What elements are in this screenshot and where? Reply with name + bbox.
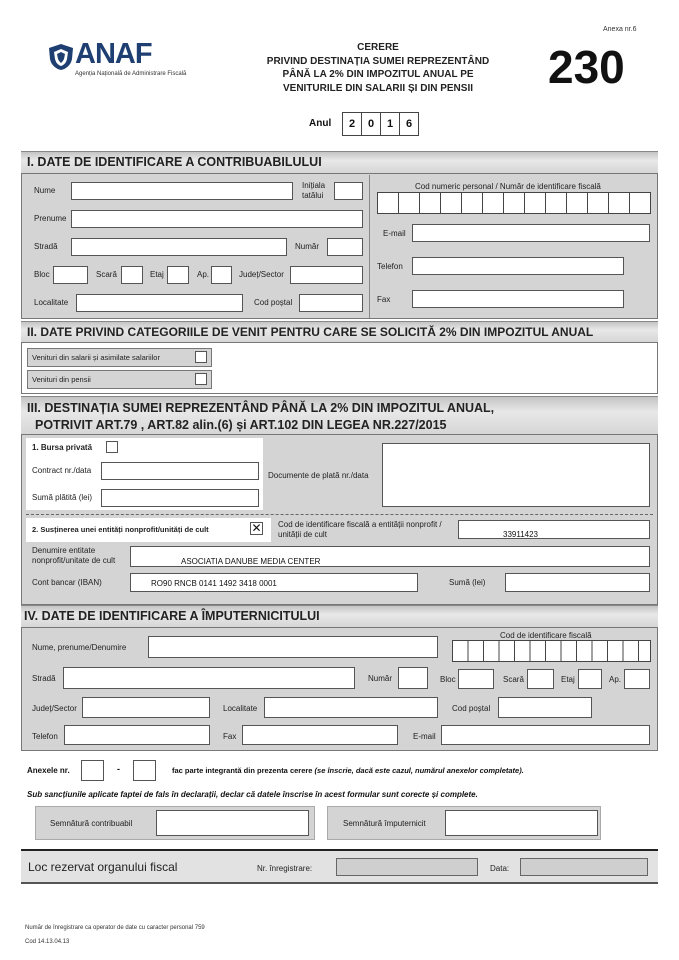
section3-separator [26,514,653,515]
ap-input[interactable] [211,266,232,284]
cnp-label: Cod numeric personal / Număr de identificare fiscală [415,182,601,191]
year-digit[interactable]: 1 [380,112,400,136]
strada-input[interactable] [71,238,287,256]
denumire-value: ASOCIATIA DANUBE MEDIA CENTER [181,557,321,566]
declaratie-text: Sub sancțiunile aplicate faptei de fals în declarații, declar că datele înscrise în acest formular sunt corecte și complete. [27,790,478,799]
etaj-label: Etaj [150,270,164,279]
contract-input[interactable] [101,462,259,480]
venit-salarii-checkbox[interactable] [195,351,207,363]
scara-label: Scară [96,270,117,279]
anexe-note-italic: (se înscrie, dacă este cazul, numărul anexelor completate). [312,766,524,775]
cif-label-line1: Cod de identificare fiscală a entității nonprofit / [278,520,442,529]
imp-ap-input[interactable] [624,669,650,689]
imp-fax-label: Fax [223,732,237,741]
anaf-logo [48,40,198,84]
judet-input[interactable] [290,266,363,284]
section3-title [21,396,658,434]
imp-nume-label: Nume, prenume/Denumire [32,643,127,652]
form-number: 230 [548,41,625,93]
imp-judet-label: Județ/Sector [32,704,77,713]
judet-label: Județ/Sector [239,270,284,279]
bloc-label: Bloc [34,270,50,279]
imp-email-input[interactable] [441,725,650,745]
imp-cod-postal-input[interactable] [498,697,592,718]
section1-title: I. DATE DE IDENTIFICARE A CONTRIBUABILULUI [21,151,658,173]
imp-judet-input[interactable] [82,697,210,718]
section1-divider [369,175,370,318]
initiala-line2: tatălui [302,191,324,200]
sustinere-checkbox[interactable]: ✕ [251,521,262,535]
imp-cod-postal-label: Cod poștal [452,704,491,713]
annex-number: Anexa nr.6 [603,26,637,33]
numar-label: Număr [295,242,320,251]
bloc-input[interactable] [53,266,88,284]
initiala-label [302,181,325,201]
imp-cod-label: Cod de identificare fiscală [500,631,592,640]
bursa-checkbox[interactable] [106,441,118,453]
logo-subtitle: Agenția Națională de Administrare Fiscală [75,71,187,77]
iban-input[interactable] [130,573,418,592]
documente-input[interactable] [382,443,650,507]
year-digit[interactable]: 2 [342,112,362,136]
semnatura-imputernicit-input[interactable] [445,810,598,836]
form-title [248,41,508,95]
year-digit[interactable]: 0 [361,112,381,136]
imp-scara-label: Scară [503,675,524,684]
sustinere-label: 2. Susținerea unei entități nonprofit/unități de cult [32,525,209,534]
imp-cod-input[interactable] [452,640,651,662]
anexe-note-bold: fac parte integrantă din prezenta cerere [172,766,313,775]
imp-scara-input[interactable] [527,669,554,689]
numar-input[interactable] [327,238,363,256]
documente-label: Documente de plată nr./data [268,471,369,480]
imp-bloc-input[interactable] [458,669,494,689]
section4-title: IV. DATE DE IDENTIFICARE A ÎMPUTERNICITULUI [21,605,658,627]
year-digit[interactable]: 6 [399,112,419,136]
venit-pensii-checkbox[interactable] [195,373,207,385]
title-line: PRIVIND DESTINAȚIA SUMEI REPREZENTÂND [266,55,490,67]
anexa-end-input[interactable] [133,760,156,781]
imp-localitate-input[interactable] [264,697,438,718]
cod-postal-input[interactable] [299,294,363,312]
localitate-label: Localitate [34,298,69,307]
section3-title-line1: III. DESTINAȚIA SUMEI REPREZENTÂND PÂNĂ LA 2% DIN IMPOZITUL ANUAL, [27,401,495,415]
imp-strada-input[interactable] [63,667,355,689]
iban-label: Cont bancar (IBAN) [32,578,102,587]
imp-numar-label: Număr [368,674,393,683]
cif-label-line2: unității de cult [278,530,327,539]
imp-etaj-input[interactable] [578,669,602,689]
nume-input[interactable] [71,182,293,200]
bursa-label: 1. Bursa privată [32,443,93,452]
semnatura-contribuabil-label: Semnătură contribuabil [50,819,133,828]
venit-pensii-label: Venituri din pensii [32,375,91,384]
logo-text: ANAF [75,38,152,70]
strada-label: Stradă [34,242,58,251]
semnatura-imputernicit-label: Semnătură împuternicit [343,819,426,828]
fax-label: Fax [377,295,391,304]
imp-telefon-input[interactable] [64,725,210,745]
prenume-input[interactable] [71,210,363,228]
initiala-input[interactable] [334,182,363,200]
etaj-input[interactable] [167,266,189,284]
imp-localitate-label: Localitate [223,704,258,713]
iban-value: RO90 RNCB 0141 1492 3418 0001 [151,579,277,588]
email-input[interactable] [412,224,650,242]
imp-telefon-label: Telefon [32,732,58,741]
suma-lei-label: Sumă (lei) [449,578,486,587]
year-label: Anul [309,118,332,129]
anexa-start-input[interactable] [81,760,104,781]
imp-email-label: E-mail [413,732,436,741]
imp-ap-label: Ap. [609,675,622,684]
anexe-note [172,766,524,775]
prenume-label: Prenume [34,214,67,223]
form-code: Cod 14.13.04.13 [25,939,70,945]
title-line: CERERE [357,42,399,53]
cnp-input[interactable] [377,192,651,214]
imp-etaj-label: Etaj [561,675,575,684]
imp-numar-input[interactable] [398,667,428,689]
imp-fax-input[interactable] [242,725,398,745]
data-input[interactable] [520,858,648,876]
suma-lei-input[interactable] [505,573,650,592]
imp-bloc-label: Bloc [440,675,456,684]
localitate-input[interactable] [76,294,243,312]
anexe-dash: - [117,764,120,774]
telefon-label: Telefon [377,262,403,271]
nr-inregistrare-label: Nr. înregistrare: [257,864,313,873]
data-label: Data: [490,864,510,873]
cif-label [278,520,442,540]
section2-title: II. DATE PRIVIND CATEGORIILE DE VENIT PENTRU CARE SE SOLICITĂ 2% DIN IMPOZITUL ANUAL [21,321,658,342]
denumire-label-line2: nonprofit/unitate de cult [32,556,116,565]
cif-input[interactable] [458,520,650,539]
section3-title-line2: POTRIVIT ART.79 , ART.82 alin.(6) și ART.102 DIN LEGEA NR.227/2015 [35,418,447,432]
contract-label: Contract nr./data [32,466,92,475]
title-line: VENITURILE DIN SALARII ȘI DIN PENSII [282,82,474,94]
loc-rezervat-label: Loc rezervat organului fiscal [28,860,178,874]
imp-strada-label: Stradă [32,674,56,683]
denumire-input[interactable] [130,546,650,567]
title-line: PÂNĂ LA 2% DIN IMPOZITUL ANUAL PE [282,69,474,80]
nume-label: Nume [34,186,56,195]
semnatura-contribuabil-input[interactable] [156,810,309,836]
initiala-line1: Inițiala [302,181,326,190]
email-label: E-mail [383,229,406,238]
imp-nume-input[interactable] [148,636,438,658]
anexele-label: Anexele nr. [27,766,70,775]
telefon-input[interactable] [412,257,624,275]
cif-value: 33911423 [503,530,538,539]
nr-inregistrare-input[interactable] [336,858,478,876]
suma-platita-label: Sumă plătită (lei) [32,493,93,502]
venit-salarii-label: Venituri din salarii și asimilate salariilor [32,353,160,362]
ap-label: Ap. [197,270,210,279]
scara-input[interactable] [121,266,143,284]
denumire-label [32,546,115,566]
cod-postal-label: Cod poștal [254,298,293,307]
shield-icon [48,43,74,71]
suma-platita-input[interactable] [101,489,259,507]
fax-input[interactable] [412,290,624,308]
operator-note: Număr de înregistrare ca operator de date cu caracter personal 759 [25,925,205,931]
denumire-label-line1: Denumire entitate [32,546,96,555]
